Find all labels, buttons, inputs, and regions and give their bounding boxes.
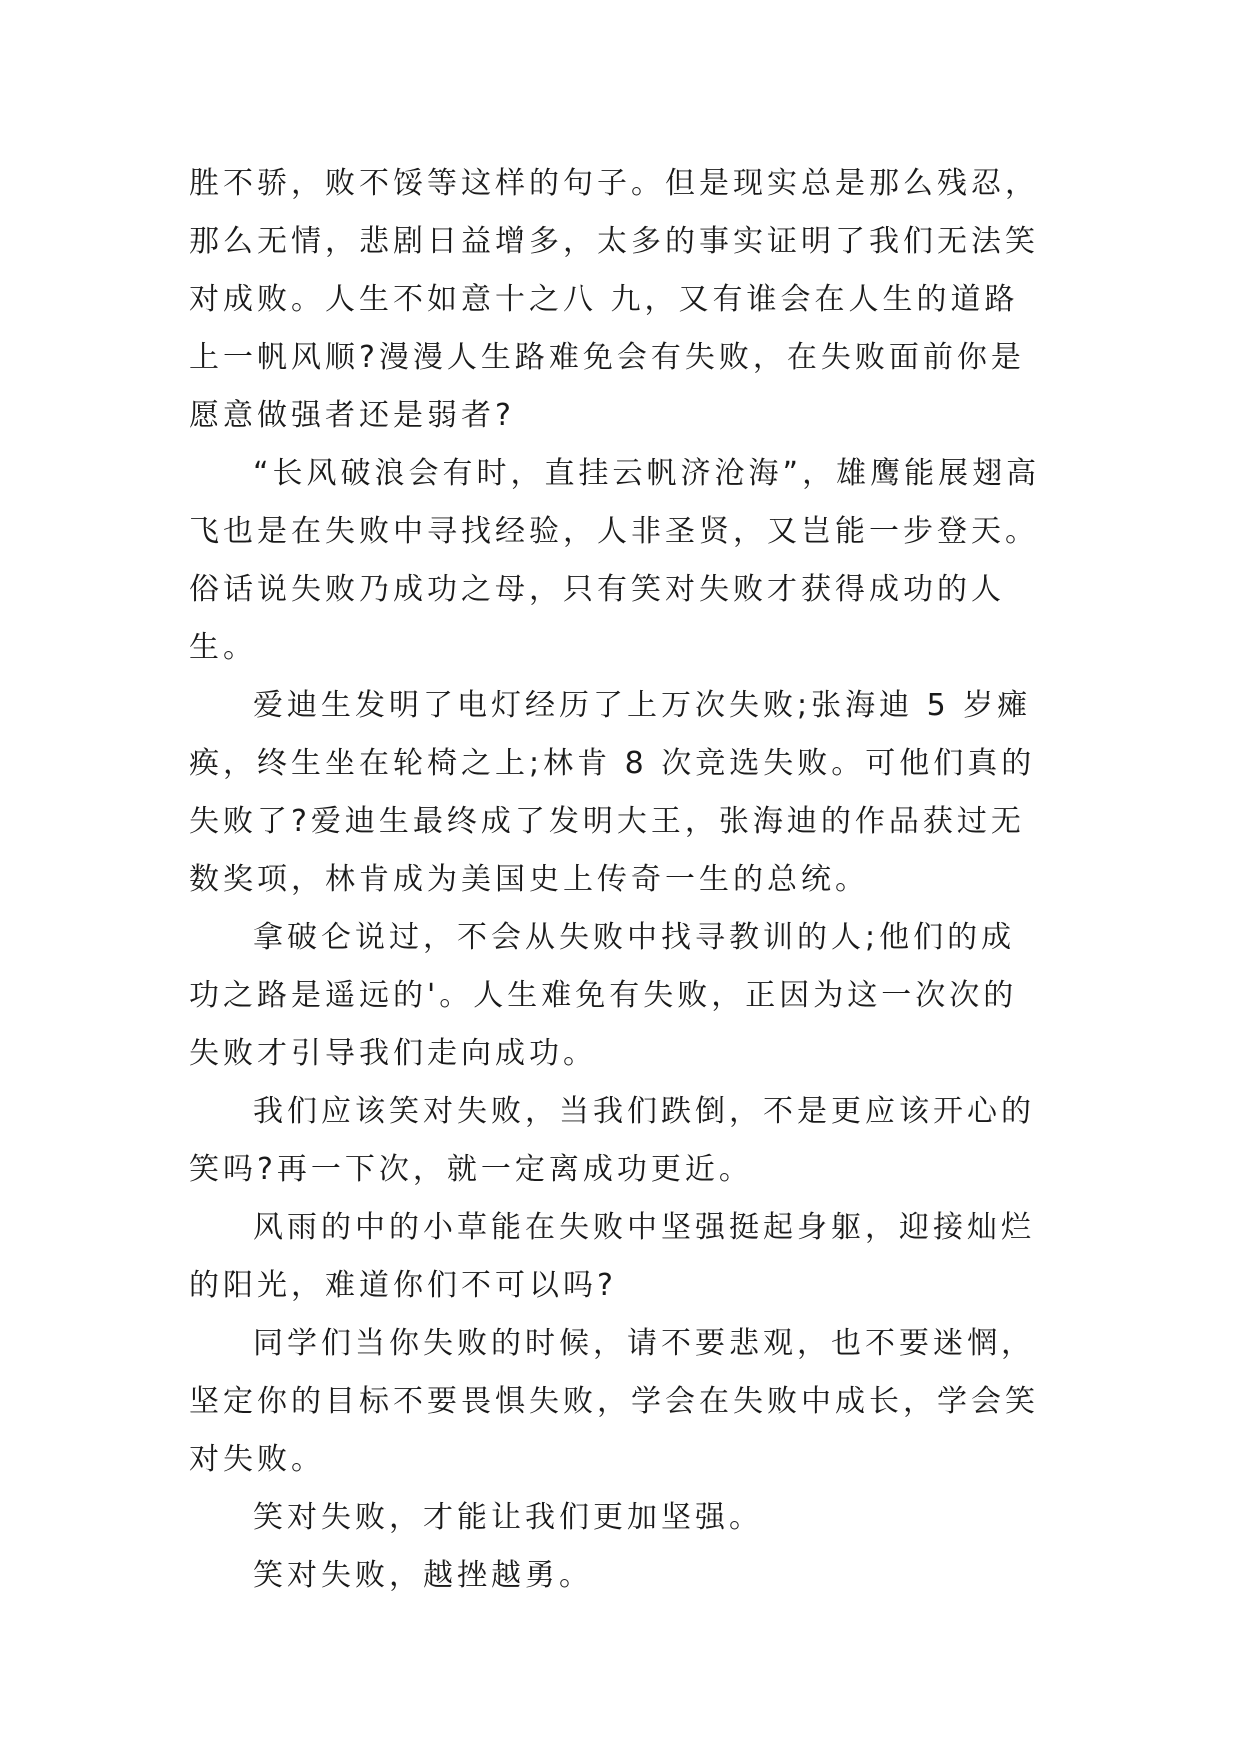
paragraph: 笑对失败，才能让我们更加坚强。 — [253, 1500, 763, 1535]
paragraph: “长风破浪会有时，直挂云帆济沧海”，雄鹰能展翅高飞也是在失败中寻找经验，人非圣贤，又岂能一步登天。俗话说失败乃成功之母，只有笑对失败才获得成功的人生。 — [189, 456, 1041, 665]
paragraph: 笑对失败，越挫越勇。 — [253, 1558, 593, 1593]
paragraph: 爱迪生发明了电灯经历了上万次失败;张海迪 5 岁瘫痪，终生坐在轮椅之上;林肯 8 次竞选失败。可他们真的失败了?爱迪生最终成了发明大王，张海迪的作品获过无数奖项，林肯成为美国史上传奇一生的总统。 — [189, 688, 1036, 897]
paragraph-continuation: 胜不骄，败不馁等这样的句子。但是现实总是那么残忍，那么无情，悲剧日益增多，太多的事实证明了我们无法笑对成败。人生不如意十之八 九，又有谁会在人生的道路上一帆风顺?漫漫人生路难免会有失败，在失败面前你是愿意做强者还是弱者? — [189, 166, 1039, 433]
paragraph: 同学们当你失败的时候，请不要悲观，也不要迷惘，坚定你的目标不要畏惧失败，学会在失败中成长，学会笑对失败。 — [189, 1326, 1039, 1477]
paragraph: 拿破仑说过，不会从失败中找寻教训的人;他们的成功之路是遥远的'。人生难免有失败，正因为这一次次的失败才引导我们走向成功。 — [189, 920, 1018, 1071]
paragraph: 风雨的中的小草能在失败中坚强挺起身躯，迎接灿烂的阳光，难道你们不可以吗? — [189, 1210, 1035, 1303]
essay-body — [189, 155, 1049, 1605]
paragraph: 我们应该笑对失败，当我们跌倒，不是更应该开心的笑吗?再一下次，就一定离成功更近。 — [189, 1094, 1035, 1187]
